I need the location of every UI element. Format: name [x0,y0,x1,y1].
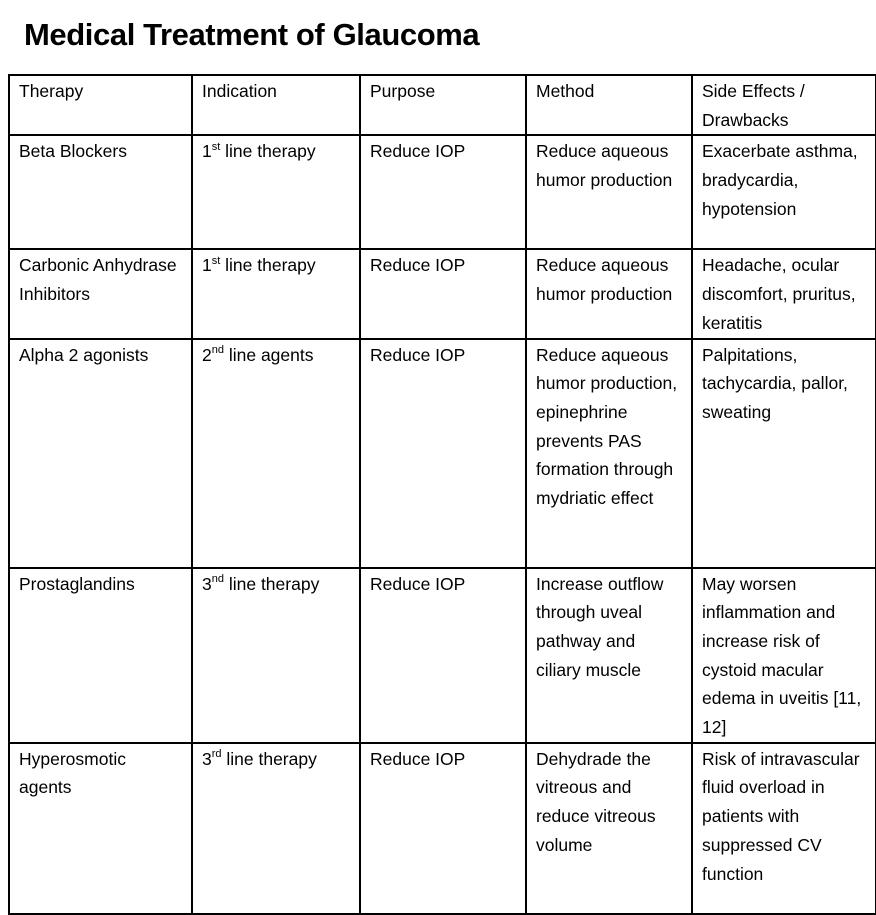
header-therapy: Therapy [9,75,192,135]
cell-side-effects: Risk of intravascular fluid overload in patients with suppressed CV function [692,743,876,914]
cell-method: Reduce aqueous humor production [526,249,692,338]
cell-purpose: Reduce IOP [360,135,526,249]
table-row [9,135,876,249]
cell-indication: 3rd line therapy [192,743,360,914]
cell-method: Reduce aqueous humor production, epinephrine prevents PAS formation through mydriatic effect [526,339,692,568]
table-row [9,743,876,914]
cell-method: Increase outflow through uveal pathway and ciliary muscle [526,568,692,743]
cell-side-effects: Headache, ocular discomfort, pruritus, keratitis [692,249,876,338]
cell-indication: 1st line therapy [192,135,360,249]
header-side-effects: Side Effects / Drawbacks [692,75,876,135]
glaucoma-treatment-table [8,74,876,915]
header-purpose: Purpose [360,75,526,135]
cell-side-effects: May worsen inflammation and increase risk of cystoid macular edema in uveitis [11, 12] [692,568,876,743]
table-row [9,249,876,338]
table-row [9,568,876,743]
header-indication: Indication [192,75,360,135]
cell-method: Reduce aqueous humor production [526,135,692,249]
cell-therapy: Beta Blockers [9,135,192,249]
cell-indication: 3nd line therapy [192,568,360,743]
page-title: Medical Treatment of Glaucoma [24,17,480,52]
table-header-row [9,75,876,135]
cell-therapy: Alpha 2 agonists [9,339,192,568]
cell-purpose: Reduce IOP [360,249,526,338]
cell-therapy: Hyperosmotic agents [9,743,192,914]
cell-side-effects: Exacerbate asthma, bradycardia, hypotension [692,135,876,249]
cell-indication: 1st line therapy [192,249,360,338]
cell-therapy: Carbonic Anhydrase Inhibitors [9,249,192,338]
cell-indication: 2nd line agents [192,339,360,568]
cell-therapy: Prostaglandins [9,568,192,743]
cell-purpose: Reduce IOP [360,743,526,914]
cell-side-effects: Palpitations, tachycardia, pallor, sweating [692,339,876,568]
cell-purpose: Reduce IOP [360,339,526,568]
table-row [9,339,876,568]
cell-method: Dehydrade the vitreous and reduce vitreous volume [526,743,692,914]
cell-purpose: Reduce IOP [360,568,526,743]
header-method: Method [526,75,692,135]
